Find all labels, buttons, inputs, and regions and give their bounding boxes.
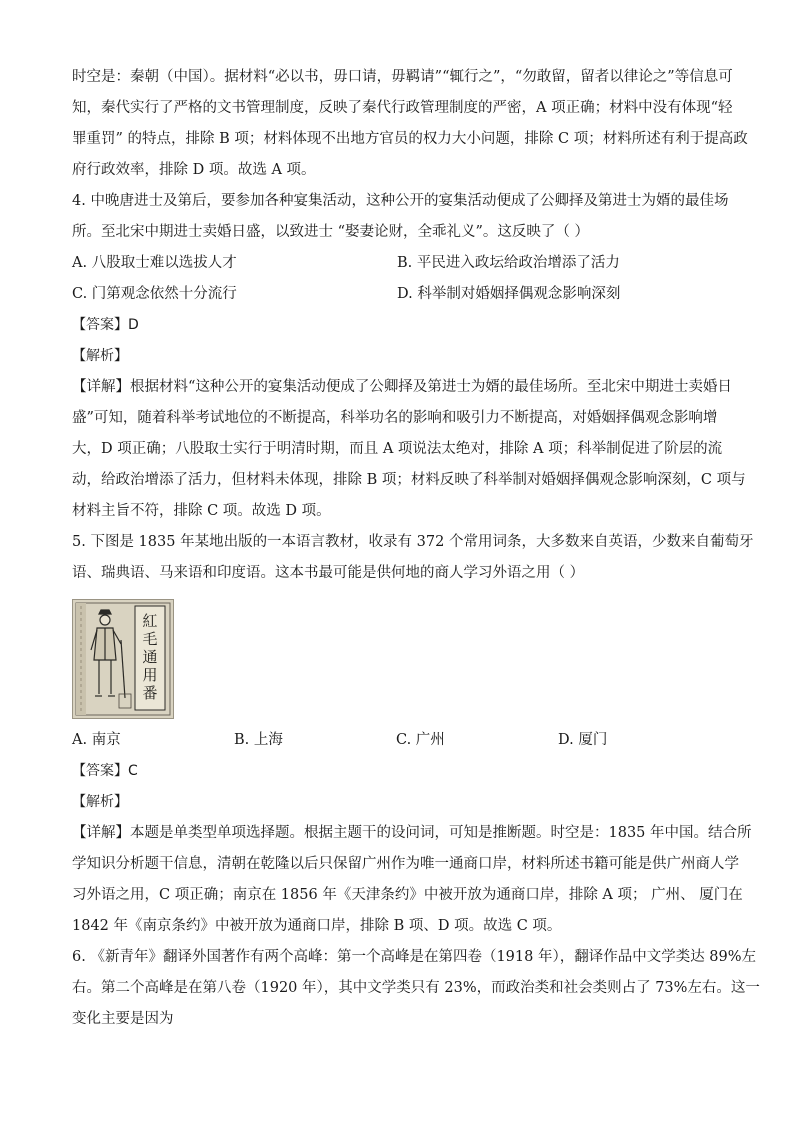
- q4-option-b: B. 平民进入政坛给政治增添了活力: [397, 255, 620, 271]
- q6-stem: [72, 942, 760, 1035]
- text-line: 4. 中晚唐进士及第后，要参加各种宴集活动，这种公开的宴集活动便成了公卿择及第进士为婿的最佳场: [72, 193, 729, 209]
- cover-char-5: 番: [142, 684, 158, 702]
- q4-option-d: D. 科举制对婚姻择偶观念影响深刻: [397, 286, 621, 302]
- q3-analysis-paragraph: [72, 62, 748, 186]
- text-line: 时空是：秦朝（中国）。据材料“必以书，毋口请，毋羁请”“辄行之”，“勿敢留，留者以律论之”等信息可: [72, 69, 733, 85]
- q4-answer: 【答案】D: [72, 317, 139, 333]
- q4-analysis-label: 【解析】: [72, 348, 128, 364]
- q5-options-row: [72, 725, 722, 756]
- q5-option-a: A. 南京: [72, 732, 121, 748]
- text-line: 5. 下图是 1835 年某地出版的一本语言教材，收录有 372 个常用词条，大多数来自英语，少数来自葡萄牙: [72, 534, 754, 550]
- text-line: 大，D 项正确；八股取士实行于明清时期，而且 A 项说法太绝对，排除 A 项；科举制促进了阶层的流: [72, 441, 723, 457]
- cover-char-4: 用: [142, 666, 158, 684]
- document-page: [72, 62, 760, 1035]
- q5-stem: [72, 527, 754, 589]
- cover-char-3: 通: [142, 648, 158, 666]
- text-line: 变化主要是因为: [72, 1011, 174, 1027]
- text-line: 学知识分析题干信息，清朝在乾隆以后只保留广州作为唯一通商口岸，材料所述书籍可能是供广州商人学: [72, 856, 739, 872]
- q5-option-c: C. 广州: [396, 732, 445, 748]
- cover-char-1: 紅: [142, 612, 158, 630]
- q4-option-a: A. 八股取士难以选拔人才: [72, 255, 237, 271]
- q4-option-c: C. 门第观念依然十分流行: [72, 286, 237, 302]
- cover-char-2: 毛: [142, 630, 158, 648]
- q4-options-row-1: [72, 248, 722, 279]
- text-line: 6. 《新青年》翻译外国著作有两个高峰：第一个高峰是在第四卷（1918 年），翻译作品中文学类达 89%左: [72, 949, 757, 965]
- text-line: 右。第二个高峰是在第八卷（1920 年），其中文学类只有 23%，而政治类和社会类则占了 73%左右。这一: [72, 980, 760, 996]
- q5-detail: [72, 818, 752, 942]
- text-line: 罪重罚” 的特点，排除 B 项；材料体现不出地方官员的权力大小问题，排除 C 项；材料所述有利于提高政: [72, 131, 748, 147]
- text-line: 府行政效率，排除 D 项。故选 A 项。: [72, 162, 316, 178]
- textbook-cover-illustration: [73, 600, 173, 718]
- text-line: 习外语之用，C 项正确；南京在 1856 年《天津条约》中被开放为通商口岸，排除 A 项； 广州、 厦门在: [72, 887, 743, 903]
- q5-option-d: D. 厦门: [558, 732, 608, 748]
- text-line: 【详解】根据材料“这种公开的宴集活动便成了公卿择及第进士为婿的最佳场所。至北宋中期进士卖婚日: [72, 379, 732, 395]
- text-line: 动，给政治增添了活力，但材料未体现，排除 B 项；材料反映了科举制对婚姻择偶观念影响深刻，C 项与: [72, 472, 746, 488]
- q5-analysis-label: 【解析】: [72, 794, 128, 810]
- textbook-cover-image: [72, 599, 174, 719]
- q4-stem: [72, 186, 729, 248]
- text-line: 所。至北宋中期进士卖婚日盛，以致进士 “娶妻论财，全乖礼义”。这反映了（ ）: [72, 224, 590, 240]
- text-line: 【详解】本题是单类型单项选择题。根据主题干的设问词，可知是推断题。时空是：1835 年中国。结合所: [72, 825, 752, 841]
- q4-detail: [72, 372, 746, 527]
- text-line: 盛”可知，随着科举考试地位的不断提高，科举功名的影响和吸引力不断提高，对婚姻择偶观念影响增: [72, 410, 718, 426]
- q4-options-row-2: [72, 279, 722, 310]
- text-line: 语、瑞典语、马来语和印度语。这本书最可能是供何地的商人学习外语之用（ ）: [72, 565, 585, 581]
- q5-option-b: B. 上海: [234, 732, 283, 748]
- text-line: 知，秦代实行了严格的文书管理制度，反映了秦代行政管理制度的严密，A 项正确；材料中没有体现“轻: [72, 100, 733, 116]
- text-line: 1842 年《南京条约》中被开放为通商口岸，排除 B 项、D 项。故选 C 项。: [72, 918, 562, 934]
- q5-answer: 【答案】C: [72, 763, 138, 779]
- text-line: 材料主旨不符，排除 C 项。故选 D 项。: [72, 503, 331, 519]
